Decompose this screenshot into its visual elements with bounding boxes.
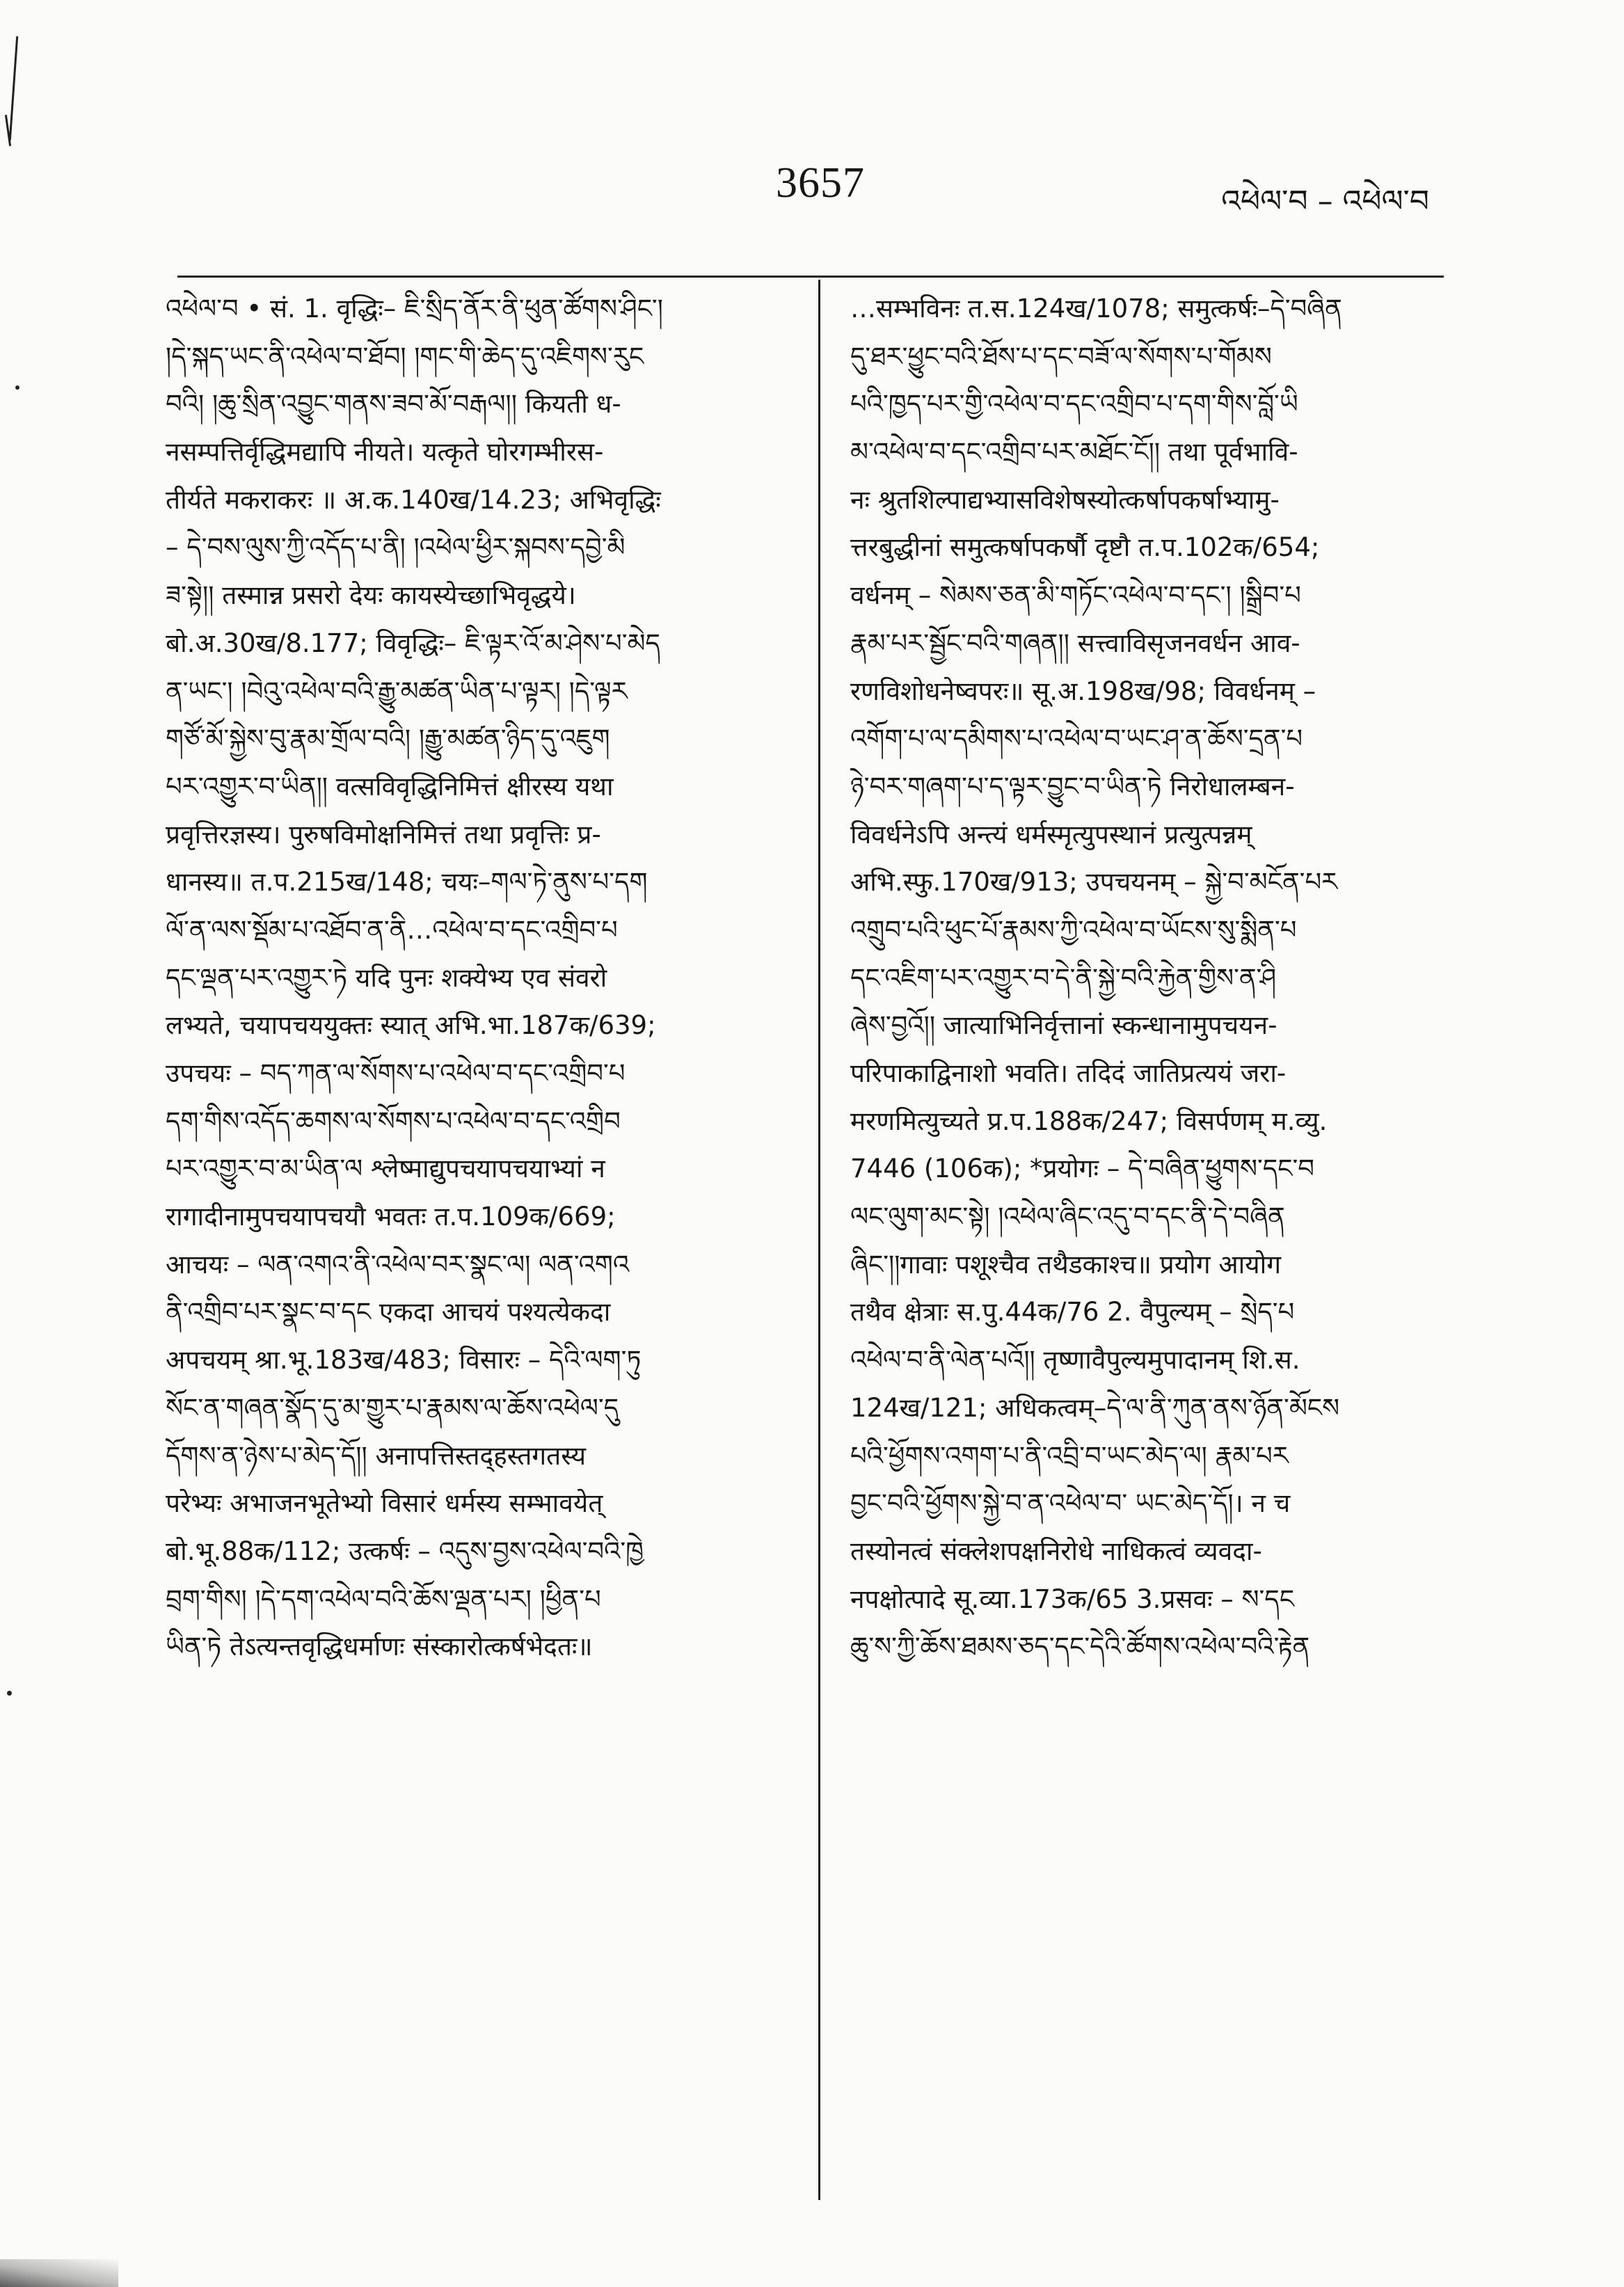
text-line: अपचयम् श्रा.भू.183ख/483; विसारः – དེའི་ལག་ཏུ [166,1345,642,1376]
right-column [850,285,1476,1671]
text-line: པའི་ཕྱོགས་འགག་པ་ནི་འབྲི་བ་ཡང་མེད་ལ། རྣམ་པར [850,1440,1289,1471]
text-line: उपचयः – བད་ཀན་ལ་སོགས་པ་འཕེལ་བ་དང་འགྲིབ་པ [166,1058,626,1088]
text-line: པའི་ཁྱད་པར་གྱི་འཕེལ་བ་དང་འགྲིབ་པ་དག་གིས་བློ་ཡི [850,389,1298,420]
text-line: नपक्षोत्पादे सू.व्या.173क/65 3.प्रसवः – ས་དང [850,1584,1295,1614]
text-line: འཕེལ་བ་ནི་ལེན་པའོ།། तृष्णावैपुल्यमुपादानम् शि.स. [850,1345,1300,1376]
text-line: ལོ་ན་ལས་སྡོམ་པ་འཐོབ་ན་ནི…འཕེལ་བ་དང་འགྲིབ་པ [166,914,618,945]
scan-artifact [7,1691,12,1696]
text-line: འཕེལ་བ • सं. 1. वृद्धिः– ཇི་སྲིད་ནོར་ནི་ཕུན་ཚོགས་ཤིང་། [166,294,663,324]
text-line: བྱང་བའི་ཕྱོགས་སྐྱེ་བ་ན་འཕེལ་བ་ ཡང་མེད་དོ།। न च [850,1488,1291,1519]
text-line: ཉེ་བར་གཞག་པ་ད་ལྟར་བྱུང་བ་ཡིན་ཏེ निरोधालम्बन- [850,771,1295,802]
text-line: नसम्पत्तिर्वृद्धिमद्यापि नीयते। यत्कृते घोरगम्भीरस- [166,437,604,468]
text-line: …सम्भविनः त.स.124ख/1078; समुत्कर्षः–དེ་བཞིན [850,294,1342,324]
text-line: लभ्यते, चयापचययुक्तः स्यात् अभि.भा.187क/639; [166,1010,656,1041]
text-line: 7446 (106क); *प्रयोगः – དེ་བཞིན་ཕྱུགས་དང་བ [850,1154,1315,1184]
text-line: अभि.स्फु.170ख/913; उपचयनम् – སྐྱེ་བ་མངོན་པར [850,867,1338,898]
text-line: धानस्य॥ त.प.215ख/148; चयः–གལ་ཏེ་ནུས་པ་དག [166,867,648,898]
scan-artifact [9,36,18,141]
left-column [166,285,792,1671]
text-line: འགྲུབ་པའི་ཕུང་པོ་རྣམས་ཀྱི་འཕེལ་བ་ཡོངས་སུ་སྨིན་པ [850,914,1297,945]
text-line: ལང་ལུག་མང་སྟེ། །འཕེལ་ཞིང་འདུ་བ་དང་ནི་དེ་བཞིན [850,1202,1285,1232]
text-line: मरणमित्युच्यते प्र.प.188क/247; विसर्पणम् म.व्यु. [850,1106,1328,1136]
column-divider [818,280,820,2200]
text-line: དང་འཇིག་པར་འགྱུར་བ་དེ་ནི་སྐྱེ་བའི་རྐྱེན་གྱིས་ན་ཤི [850,962,1277,993]
text-line: तस्योनत्वं संक्लेशपक्षनिरोधे नाधिकत्वं व्यवदा- [850,1536,1262,1566]
text-line: रणविशोधनेष्वपरः॥ सू.अ.198ख/98; विवर्धनम् – [850,676,1316,706]
text-line: ཞིང་།།गावाः पशूश्चैव तथैडकाश्च॥ प्रयोग आयोग [850,1249,1282,1280]
text-line: དག་གིས་འདོད་ཆགས་ལ་སོགས་པ་འཕེལ་བ་དང་འགྲིབ [166,1106,621,1136]
text-line: तीर्यते मकराकरः ॥ अ.क.140ख/14.23; अभिवृद्धिः [166,484,661,515]
text-line: बो.अ.30ख/8.177; विवृद्धिः– ཇི་ལྟར་འོ་མ་ཤེས་པ་མེད [166,628,660,658]
text-line: ན་ཡང་། །བེའུ་འཕེལ་བའི་རྒྱུ་མཚན་ཡིན་པ་ལྟར། །དེ་ལྟར [166,676,628,706]
text-line: प्रवृत्तिरज्ञस्य। पुरुषविमोक्षनिमित्तं तथा प्रवृत्तिः प्र- [166,819,601,850]
text-line: तथैव क्षेत्राः स.पु.44क/76 2. वैपुल्यम् – སྲེད་པ [850,1297,1295,1328]
page-number: 3657 [776,159,865,207]
text-line: ནི་འགྲིབ་པར་སྣང་བ་དང एकदा आचयं पश्यत्येकदा [166,1297,611,1328]
text-line: དུ་ཐར་ཕྱུང་བའི་ཐོས་པ་དང་བཟོ་ལ་སོགས་པ་གོམས [850,341,1272,372]
text-line: ཆུ་ས་ཀྱི་ཆོས་ཐམས་ཅད་དང་དེའི་ཚོགས་འཕེལ་བའི་རྟེན [850,1632,1310,1662]
text-line: རྣམ་པར་སྦྱོང་བའི་གཞན།། सत्त्वाविसृजनवर्धन आव- [850,628,1300,658]
text-line: དོགས་ན་ཉེས་པ་མེད་དོ།། अनापत्तिस्तद्हस्तगतस्य [166,1440,587,1471]
text-line: བའི། །ཆུ་སྲིན་འབྱུང་གནས་ཟབ་མོ་བརྒལ།། कियती ध- [166,389,621,420]
text-line: ཞེས་བྱའོ།། जात्याभिनिर्वृत्तानां स्कन्धानामुपचयन- [850,1010,1277,1041]
running-head: འཕེལ་བ – འཕེལ་བ [1221,184,1429,219]
text-line: མ་འཕེལ་བ་དང་འགྲིབ་པར་མཐོང་ངོ།། तथा पूर्वभावि- [850,437,1298,468]
text-line: बो.भू.88क/112; उत्कर्षः – འདུས་བྱས་འཕེལ་བའི་ཁྱེ [166,1536,644,1566]
text-line: नः श्रुतशिल्पाद्यभ्यासविशेषस्योत्कर्षापकर्षाभ्यामु- [850,484,1280,515]
text-line: परिपाकाद्विनाशो भवति। तदिदं जातिप्रत्ययं जरा- [850,1058,1287,1088]
text-line: སོང་ན་གཞན་སྣོད་དུ་མ་གྱུར་པ་རྣམས་ལ་ཆོས་འཕེལ་དུ [166,1392,619,1423]
text-line: པར་འགྱུར་བ་ཡིན།། वत्सविवृद्धिनिमित्तं क्षीरस्य यथा [166,771,614,802]
text-line: ཡིན་ཏེ तेऽत्यन्तवृद्धिधर्माणः संस्कारोत्कर्षभेदतः॥ [166,1632,593,1662]
text-line: གཙོ་མོ་སྐྱེས་བུ་རྣམ་གྲོལ་བའི། །རྒྱུ་མཚན་ཉིད་དུ་འཇུག [166,724,610,754]
text-line: 124ख/121; अधिकत्वम्–དེ་ལ་ནི་ཀུན་ནས་ཉོན་མོངས [850,1392,1340,1423]
header-rule [177,276,1444,278]
text-line: त्तरबुद्धीनां समुत्कर्षापकर्षौ दृष्टौ त.प.102क/654; [850,532,1320,563]
text-line: ཟ་སྟེ།། तस्मान्न प्रसरो देयः कायस्येच्छाभिवृद्धये। [166,580,576,611]
scan-shadow [0,2259,118,2287]
text-line: रागादीनामुपचयापचयौ भवतः त.प.109क/669; [166,1202,616,1232]
text-line: །དེ་སྐད་ཡང་ནི་འཕེལ་བ་ཐོབ། །གང་གི་ཆེད་དུ་འཇིགས་རུང [166,341,644,372]
text-line: བྲག་གིས། །དེ་དག་འཕེལ་བའི་ཆོས་ལྡན་པར། །ཕྱིན་པ [166,1584,601,1614]
text-line: आचयः – ལན་འགའ་ནི་འཕེལ་བར་སྣང་ལ། ལན་འགའ [166,1249,630,1280]
text-line: परेभ्यः अभाजनभूतेभ्यो विसारं धर्मस्य सम्भावयेत् [166,1488,603,1519]
text-line: དང་ལྡན་པར་འགྱུར་ཏེ यदि पुनः शक्येभ्य एव संवरो [166,962,607,993]
text-line: विवर्धनेऽपि अन्त्यं धर्मस्मृत्युपस्थानं प्रत्युत्पन्नम् [850,819,1252,850]
text-line: པར་འགྱུར་བ་མ་ཡིན་ལ श्लेष्माद्युपचयापचयाभ्यां न [166,1154,605,1184]
text-line: – དེ་བས་ལུས་ཀྱི་འདོད་པ་ནི། །འཕེལ་ཕྱིར་སྐབས་དབྱེ་མི [166,532,626,563]
text-line: वर्धनम् – སེམས་ཅན་མི་གཏོང་འཕེལ་བ་དང་། །སྒྲིབ་པ [850,580,1301,611]
scan-artifact [15,385,19,390]
text-line: འགོག་པ་ལ་དམིགས་པ་འཕེལ་བ་ཡང་ཤ་ན་ཆོས་དྲན་པ [850,724,1303,754]
